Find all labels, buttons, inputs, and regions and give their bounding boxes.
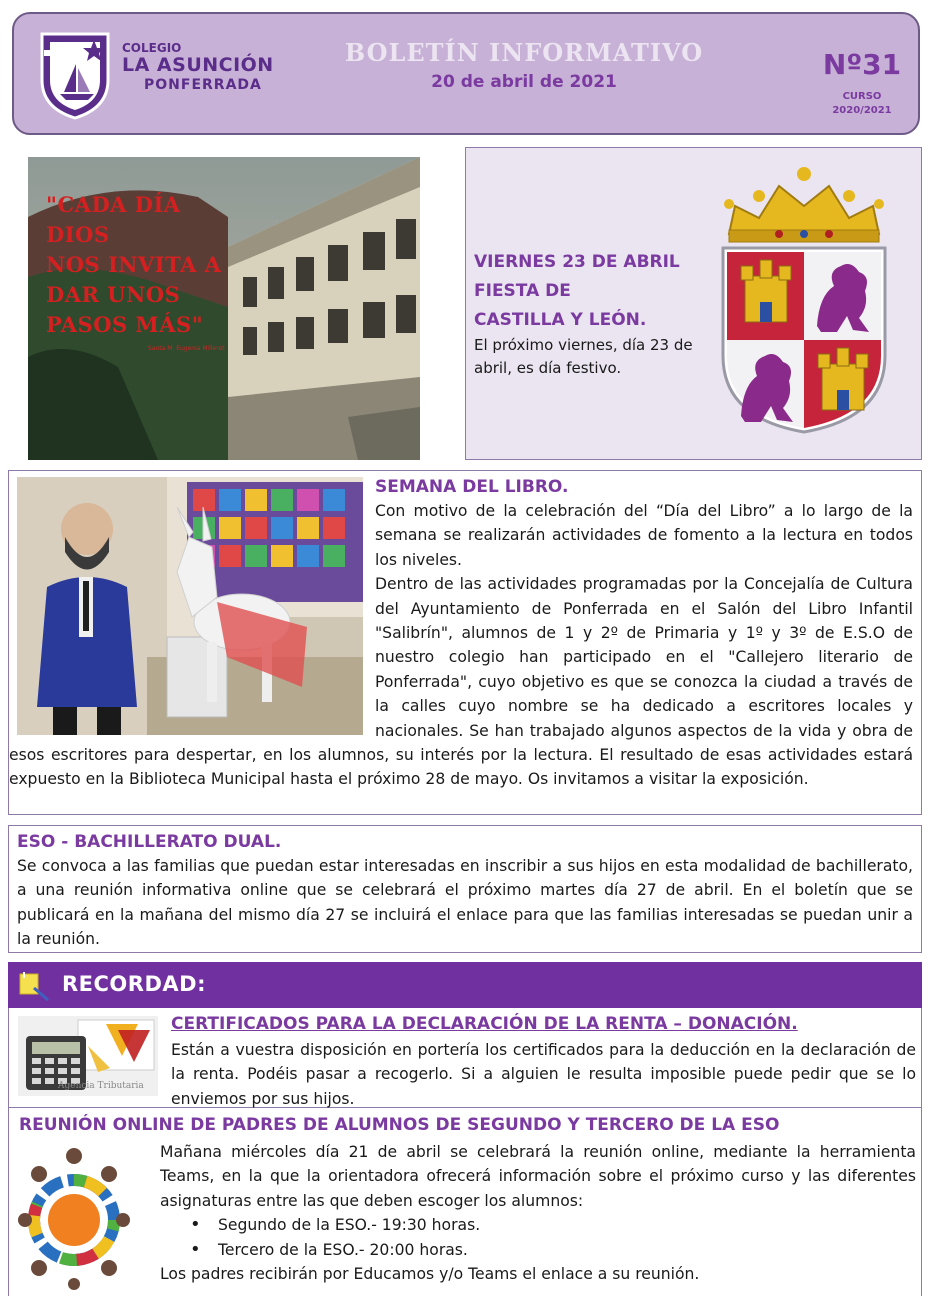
book-week-photo (17, 477, 363, 735)
school-name-line1: COLEGIO (122, 41, 182, 55)
issue-number: Nº31 (822, 48, 902, 81)
certificados-renta-section (8, 1008, 922, 1108)
quote-line: PASOS MÁS" (46, 312, 204, 337)
book-week-paragraph-1: Con motivo de la celebración del “Día del Libro” a lo largo de la semana se realizarán actividades de fomento a la lectura en todos los niveles. (375, 502, 913, 569)
book-week-title: SEMANA DEL LIBRO. (375, 477, 569, 497)
school-year-label: CURSO (842, 91, 882, 102)
recordad-title: RECORDAD: (62, 972, 206, 996)
fiesta-title-line: CASTILLA Y LEÓN. (474, 310, 647, 330)
bachillerato-dual-section (8, 825, 922, 953)
fiesta-castilla-leon-section (465, 147, 922, 460)
reunion-title: REUNIÓN ONLINE DE PADRES DE ALUMNOS DE SEGUNDO Y TERCERO DE LA ESO (19, 1115, 780, 1135)
reunion-body (160, 1140, 916, 1286)
school-name-line2: LA ASUNCIÓN (122, 54, 274, 76)
coat-of-arms-castilla-leon (709, 156, 899, 436)
sticky-note-icon (18, 970, 50, 1002)
reunion-schedule-list (160, 1213, 916, 1262)
school-year-value: 2020/2021 (832, 105, 892, 116)
bachillerato-dual-text: Se convoca a las familias que puedan estar interesadas en inscribir a sus hijos en esta modalidad de bachillerato, a una reunión informativa online que se celebrará el próximo martes día 27 de abril. En el boletín que se publicará en la mañana del mismo día 27 se incluirá el enlace para que las familias interesadas se puedan unir a la reunión. (17, 857, 913, 949)
list-item: • Tercero de la ESO.- 20:00 horas. (190, 1238, 916, 1262)
recordad-banner (8, 962, 922, 1008)
painting-signature: Santa M. Eugenia Milleret (148, 345, 225, 352)
book-week-paragraph-2: Dentro de las actividades programadas por la Concejalía de Cultura del Ayuntamiento de Ponferrada en el Salón del Libro Infantil "Salibrín", alumnos de 1 y 2º de Primaria y 1º y 3º de E.S.O de nuestro colegio han participado en el "Callejero literario de Ponferrada", cuyo objetivo es que se conozca la ciudad a través de la calles cuyo nombre se ha dedicado a escritores locales y nacionales. Se han trabajado algunos aspectos de la vida y obra de esos escritores para despertar, en los alumnos, su interés por la lectura. El resultado de esas actividades estará expuesto en la Biblioteca Municipal hasta el próximo 28 de mayo. Os invitamos a visitar la exposición. (9, 575, 913, 789)
bulletin-date: 20 de abril de 2021 (431, 72, 617, 92)
bachillerato-dual-title: ESO - BACHILLERATO DUAL. (17, 832, 282, 852)
header-banner (12, 12, 920, 135)
school-name-line3: PONFERRADA (144, 77, 262, 93)
calculator-image-caption: Agencia Tributaria (58, 1081, 144, 1091)
quote-line: DAR UNOS (46, 282, 181, 307)
people-circle-image (17, 1140, 132, 1290)
list-item: • Segundo de la ESO.- 19:30 horas. (190, 1213, 916, 1237)
quote-line: DIOS (46, 222, 110, 247)
painting-quote (46, 190, 256, 340)
school-name (122, 42, 274, 92)
fiesta-title-line: VIERNES 23 DE ABRIL (474, 252, 680, 272)
calculator-image (18, 1016, 158, 1096)
fiesta-title-line: FIESTA DE (474, 281, 571, 301)
quote-line: "CADA DÍA (46, 192, 181, 217)
school-year (812, 90, 912, 118)
reunion-online-section (8, 1108, 922, 1296)
fiesta-text: El próximo viernes, día 23 de abril, es día festivo. (474, 336, 693, 377)
reunion-intro: Mañana miércoles día 21 de abril se celebrará la reunión online, mediante la herramienta Teams, en la que la orientadora ofrecerá información sobre el próximo curso y las diferentes asignaturas entre las que deben escoger los alumnos: (160, 1143, 916, 1210)
book-week-scene (17, 477, 363, 735)
certificados-text: Están a vuestra disposición en portería los certificados para la deducción en la declaración de la renta. Podéis pasar a recogerlo. Si a alguien le resulta imposible puede pedir que se lo enviemos por sus hijos. (171, 1041, 916, 1108)
bulletin-title: BOLETÍN INFORMATIVO (344, 38, 704, 67)
quote-line: NOS INVITA A (46, 252, 222, 277)
semana-del-libro-section (8, 470, 922, 815)
school-shield-logo (36, 30, 114, 120)
fiesta-title (474, 248, 704, 335)
reunion-footer: Los padres recibirán por Educamos y/o Teams el enlace a su reunión. (160, 1265, 700, 1284)
certificados-title: CERTIFICADOS PARA LA DECLARACIÓN DE LA RENTA – DONACIÓN. (171, 1014, 798, 1034)
